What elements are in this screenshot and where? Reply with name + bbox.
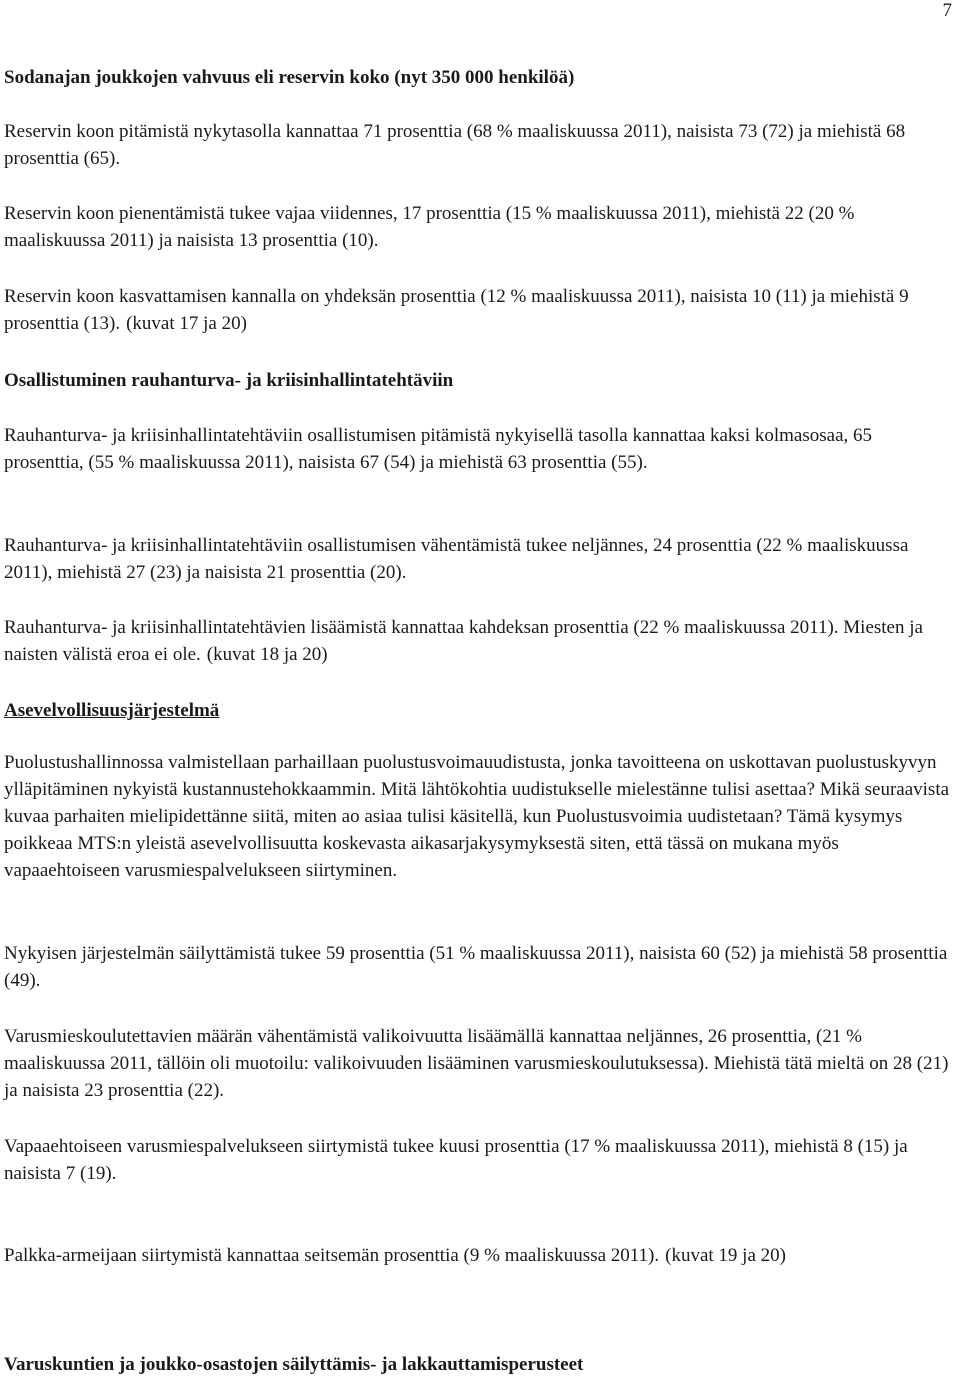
figure-reference: (kuvat 18 ja 20) (206, 644, 328, 665)
paragraph-text: Palkka-armeijaan siirtymistä kannattaa seitsemän prosenttia (9 % maaliskuussa 2011). (4, 1245, 660, 1266)
figure-reference: (kuvat 17 ja 20) (126, 313, 247, 334)
section-heading-reserve-size: Sodanajan joukkojen vahvuus eli reservin koko (nyt 350 000 henkilöä) (4, 67, 575, 88)
section-heading-peacekeeping: Osallistuminen rauhanturva- ja kriisinhallintatehtäviin (4, 370, 454, 391)
paragraph (4, 1242, 952, 1269)
section-heading-conscription: Asevelvollisuusjärjestelmä (4, 700, 220, 721)
paragraph: Reservin koon pitämistä nykytasolla kannattaa 71 prosenttia (68 % maaliskuussa 2011), naisista 73 (72) ja miehistä 68 prosenttia (65). (4, 121, 906, 169)
paragraph: Rauhanturva- ja kriisinhallintatehtäviin osallistumisen vähentämistä tukee neljännes, 24 prosenttia (22 % maaliskuussa 2011), miehistä 27 (23) ja naisista 21 prosenttia (20). (4, 535, 909, 583)
paragraph (4, 614, 952, 668)
paragraph: Varusmieskoulutettavien määrän vähentämistä valikoivuutta lisäämällä kannattaa neljännes, 26 prosenttia, (21 % maaliskuussa 2011, tällöin oli muotoilu: valikoivuuden lisääminen varusmieskoulutuksessa). Miehistä tätä mieltä on 28 (21) ja naisista 23 prosenttia (22). (4, 1026, 949, 1101)
paragraph: Reservin koon pienentämistä tukee vajaa viidennes, 17 prosenttia (15 % maaliskuussa 2011), miehistä 22 (20 % maaliskuussa 2011) ja naisista 13 prosenttia (10). (4, 203, 855, 251)
paragraph: Vapaaehtoiseen varusmiespalvelukseen siirtymistä tukee kuusi prosenttia (17 % maaliskuussa 2011), miehistä 8 (15) ja naisista 7 (19). (4, 1136, 908, 1184)
paragraph-intro: Puolustushallinnossa valmistellaan parhaillaan puolustusvoimauudistusta, jonka tavoitteena on uskottavan puolustuskyvyn ylläpitäminen nykyistä kustannustehokkaammin. Mitä lähtökohtia uudistukselle mielestänne tulisi asettaa? Mikä seuraavista kuvaa parhaiten mielipidettänne siitä, miten ao asiaa tulisi käsitellä, kun Puolustusvoimia uudistetaan? Tämä kysymys poikkeaa MTS:n yleistä asevelvollisuutta koskevasta aikasarjakysymyksestä siten, että tässä on mukana myös vapaaehtoiseen varusmiespalvelukseen siirtyminen. (4, 752, 950, 881)
figure-reference: (kuvat 19 ja 20) (665, 1245, 786, 1266)
section-heading-garrisons: Varuskuntien ja joukko-osastojen säilyttämis- ja lakkauttamisperusteet (4, 1354, 584, 1375)
paragraph-text: Rauhanturva- ja kriisinhallintatehtävien lisäämistä kannattaa kahdeksan prosenttia (22 % maaliskuussa 2011). Miesten ja naisten välistä eroa ei ole. (4, 617, 923, 665)
paragraph: Nykyisen järjestelmän säilyttämistä tukee 59 prosenttia (51 % maaliskuussa 2011), naisista 60 (52) ja miehistä 58 prosenttia (49). (4, 943, 948, 991)
paragraph: Rauhanturva- ja kriisinhallintatehtäviin osallistumisen pitämistä nykyisellä tasolla kannattaa kaksi kolmasosaa, 65 prosenttia, (55 % maaliskuussa 2011), naisista 67 (54) ja miehistä 63 prosenttia (55). (4, 425, 872, 473)
paragraph (4, 283, 952, 337)
page-number: 7 (942, 0, 952, 21)
paragraph-text: Reservin koon kasvattamisen kannalla on yhdeksän prosenttia (12 % maaliskuussa 2011), naisista 10 (11) ja miehistä 9 prosenttia (13). (4, 286, 909, 334)
